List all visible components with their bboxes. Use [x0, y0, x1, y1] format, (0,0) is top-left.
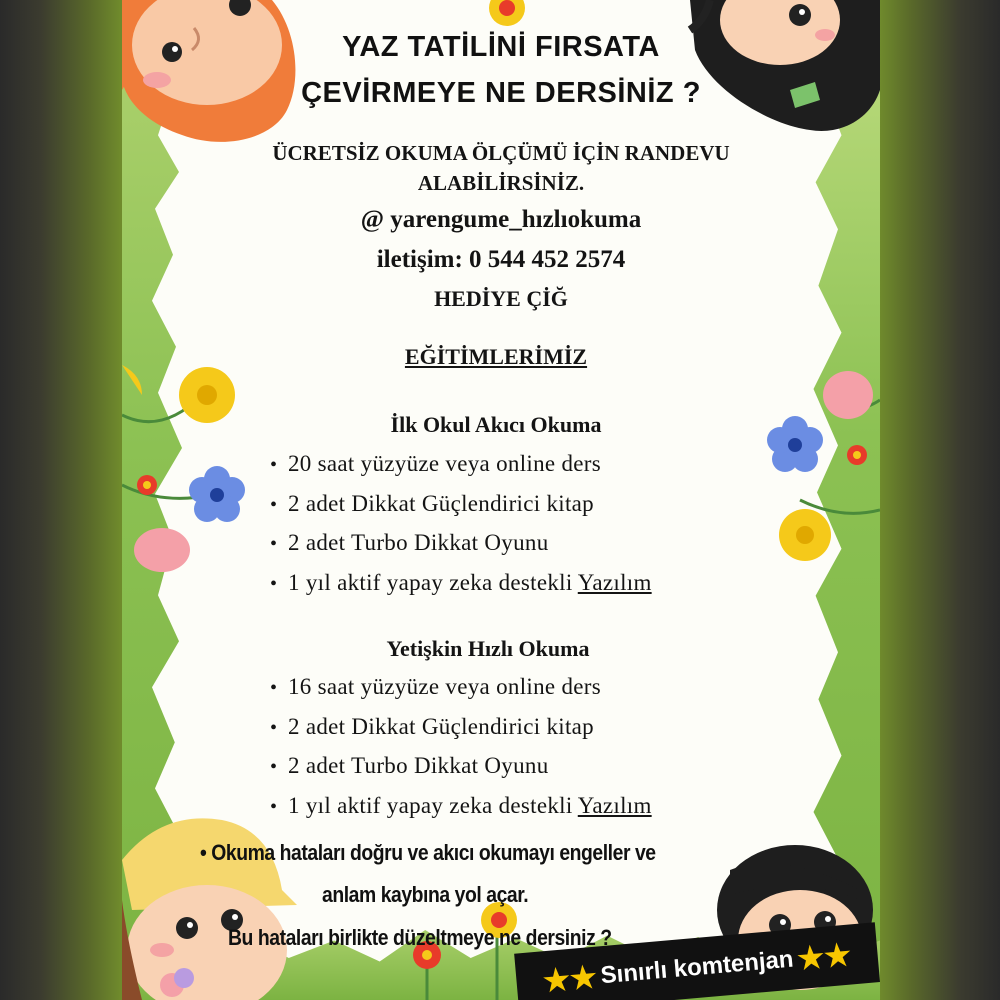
instagram-handle[interactable]: @ yarengume_hızlıokuma — [360, 206, 642, 233]
section-title: EĞİTİMLERİMİZ — [404, 344, 588, 369]
intro-text — [122, 138, 880, 198]
software-link[interactable]: Yazılım — [577, 792, 652, 818]
headline-line-2: ÇEVİRMEYE NE DERSİNİZ ? — [301, 77, 701, 109]
intro-line-1: ÜCRETSİZ OKUMA ÖLÇÜMÜ İÇİN RANDEVU — [272, 141, 730, 165]
phone-number[interactable]: iletişim: 0 544 452 2574 — [376, 246, 626, 273]
program-1-list — [270, 445, 652, 603]
program-2-list — [270, 668, 652, 826]
poster — [122, 0, 880, 1000]
list-item: • 2 adet Dikkat Güçlendirici kitap — [270, 485, 652, 525]
star-icon: ★★ — [795, 937, 853, 976]
list-item: • 20 saat yüzyüze veya online ders — [270, 445, 652, 485]
note-line-2: anlam kaybına yol açar. — [322, 882, 529, 907]
child-yellow-hat-illustration — [122, 800, 322, 1000]
program-2-title: Yetişkin Hızlı Okuma — [386, 636, 590, 661]
list-item: • 1 yıl aktif yapay zeka destekli Yazılım — [270, 787, 652, 827]
intro-line-2: ALABİLİRSİNİZ. — [417, 171, 585, 195]
headline — [122, 24, 880, 116]
gift-text: HEDİYE ÇİĞ — [434, 286, 568, 311]
star-icon: ★★ — [541, 960, 599, 998]
left-flowers-illustration — [122, 355, 252, 585]
right-flowers-illustration — [760, 360, 880, 580]
note-bullet: • — [200, 840, 212, 865]
list-item: • 2 adet Turbo Dikkat Oyunu — [270, 747, 652, 787]
contact-block — [122, 200, 880, 318]
list-item: • 2 adet Turbo Dikkat Oyunu — [270, 524, 652, 564]
list-item: • 1 yıl aktif yapay zeka destekli Yazılım — [270, 564, 652, 604]
note-line-3: Bu hataları birlikte düzeltmeye ne dersiniz ? — [228, 925, 612, 950]
badge-text: Sınırlı komtenjan — [599, 945, 795, 990]
program-1-title: İlk Okul Akıcı Okuma — [390, 412, 602, 437]
note-line-1: • Okuma hataları doğru ve akıcı okumayı engeller ve — [200, 840, 656, 865]
list-item: • 16 saat yüzyüze veya online ders — [270, 668, 652, 708]
list-item: • 2 adet Dikkat Güçlendirici kitap — [270, 708, 652, 748]
software-link[interactable]: Yazılım — [577, 569, 652, 595]
headline-line-1: YAZ TATİLİNİ FIRSATA — [342, 31, 660, 63]
